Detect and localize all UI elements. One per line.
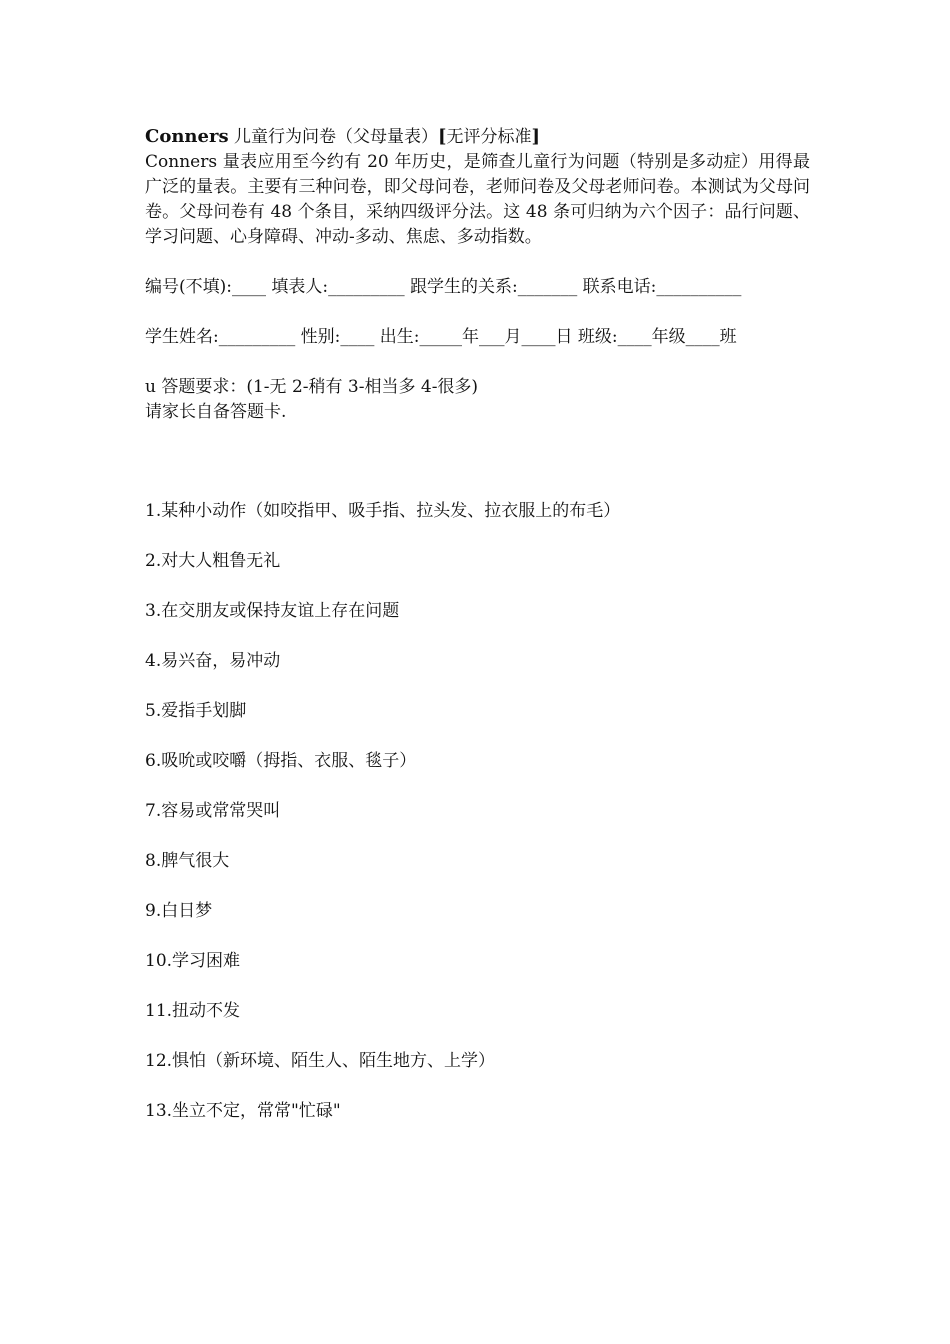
title-bracket-open: [ [437, 126, 447, 147]
question-item: 4.易兴奋，易冲动 [145, 651, 281, 671]
instructions-line-1: u 答题要求：(1-无 2-稍有 3-相当多 4-很多) [145, 377, 479, 397]
question-item: 2.对大人粗鲁无礼 [145, 551, 281, 571]
title-bold-part: Conners [145, 126, 229, 147]
instructions [145, 375, 810, 425]
title-bracket-close: ] [531, 126, 541, 147]
instructions-line-2: 请家长自备答题卡. [145, 402, 287, 422]
question-item: 5.爱指手划脚 [145, 701, 247, 721]
question-item: 8.脾气很大 [145, 851, 230, 871]
title-suffix-text: 无评分标准 [446, 127, 532, 147]
question-item: 12.惧怕（新环境、陌生人、陌生地方、上学） [145, 1051, 496, 1071]
document-title [145, 124, 810, 150]
document-page [145, 124, 810, 1149]
question-item: 1.某种小动作（如咬指甲、吸手指、拉头发、拉衣服上的布毛） [145, 501, 621, 521]
question-item: 3.在交朋友或保持友谊上存在问题 [145, 601, 400, 621]
question-item: 6.吸吮或咬嚼（拇指、衣服、毯子） [145, 751, 417, 771]
info-line-1: 编号(不填):____ 填表人:_________ 跟学生的关系:_______ 联系电话:__________ [145, 277, 742, 297]
title-regular-part: 儿童行为问卷（父母量表） [228, 127, 438, 147]
question-item: 11.扭动不发 [145, 1001, 241, 1021]
info-line-2: 学生姓名:_________ 性别:____ 出生:_____年___月____日 班级:____年级____班 [145, 327, 737, 347]
question-item: 13.坐立不定，常常"忙碌" [145, 1101, 341, 1121]
question-item: 7.容易或常常哭叫 [145, 801, 281, 821]
intro-paragraph: Conners 量表应用至今约有 20 年历史，是筛查儿童行为问题（特别是多动症）用得最广泛的量表。主要有三种问卷，即父母问卷，老师问卷及父母老师问卷。本测试为父母问卷。父母问卷有 48 个条目，采纳四级评分法。这 48 条可归纳为六个因子：品行问题、学习问题、心身障碍、冲动-多动、焦虑、多动指数。 [145, 152, 810, 247]
question-item: 9.白日梦 [145, 901, 213, 921]
question-item: 10.学习困难 [145, 951, 241, 971]
question-list [145, 499, 810, 1149]
